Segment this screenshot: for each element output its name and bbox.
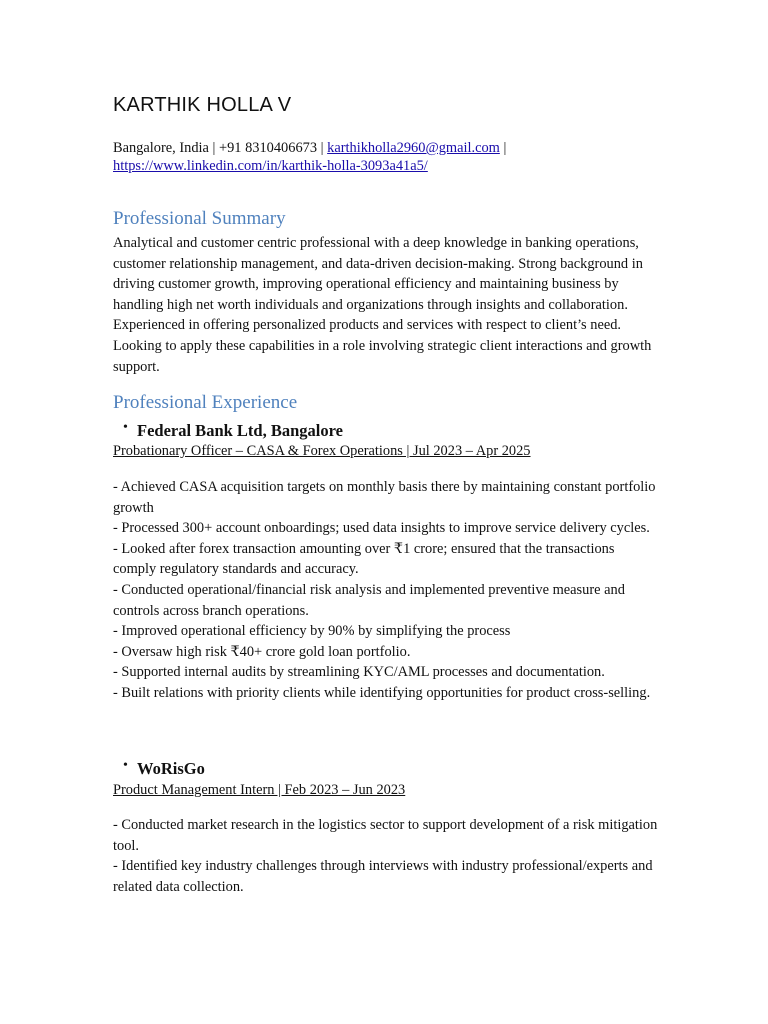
location-phone: Bangalore, India | +91 8310406673 | <box>113 140 328 156</box>
summary-text: Analytical and customer centric professional with a deep knowledge in banking operations, customer relationship management, and data-driven decision-making. Strong background in driving customer growth, improving operational efficiency and maintaining business by handling high net worth individuals and organizations through insights and collaboration. Experienced in offering personalized products and services with respect to client’s need. Looking to apply these capabilities in a role involving strategic client interactions and growth support. <box>113 235 652 375</box>
job-org-2-name: WoRisGo <box>137 759 205 778</box>
list-item: - Achieved CASA acquisition targets on monthly basis there by maintaining constant portfolio growth <box>113 479 656 516</box>
job-org-2 <box>123 758 205 779</box>
contact-info <box>113 139 673 175</box>
experience-heading: Professional Experience <box>113 392 298 413</box>
job-role-2: Product Management Intern | Feb 2023 – Jun 2023 <box>113 782 406 798</box>
list-item: - Oversaw high risk ₹40+ crore gold loan portfolio. <box>113 643 411 660</box>
summary-heading: Professional Summary <box>113 208 286 229</box>
linkedin-link[interactable]: https://www.linkedin.com/in/karthik-holla-3093a41a5/ <box>113 158 428 174</box>
email-link[interactable]: karthikholla2960@gmail.com <box>327 140 500 156</box>
list-item: - Identified key industry challenges through interviews with industry professional/experts and related data collection. <box>113 858 653 895</box>
list-item: - Looked after forex transaction amounting over ₹1 crore; ensured that the transactions comply regulatory standards and accuracy. <box>113 540 615 578</box>
job-org-1 <box>123 420 343 441</box>
bullet-marker: • <box>123 758 128 773</box>
list-item: - Built relations with priority clients while identifying opportunities for product cross-selling. <box>113 684 651 701</box>
contact-separator: | <box>499 140 507 156</box>
list-item: - Improved operational efficiency by 90% by simplifying the process <box>113 623 511 640</box>
list-item: - Conducted operational/financial risk analysis and implemented preventive measure and controls across branch operations. <box>113 581 625 619</box>
list-item: - Supported internal audits by streamlining KYC/AML processes and documentation. <box>113 664 605 681</box>
list-item: - Conducted market research in the logistics sector to support development of a risk mitigation tool. <box>113 817 658 854</box>
job-org-1-name: Federal Bank Ltd, Bangalore <box>137 421 343 440</box>
job-2-achievements <box>113 815 658 897</box>
bullet-marker: • <box>123 420 128 435</box>
list-item: - Processed 300+ account onboardings; used data insights to improve service delivery cycles. <box>113 520 650 537</box>
job-1-achievements <box>113 477 658 704</box>
job-role-1: Probationary Officer – CASA & Forex Operations | Jul 2023 – Apr 2025 <box>113 443 531 459</box>
candidate-name: KARTHIK HOLLA V <box>113 94 292 116</box>
